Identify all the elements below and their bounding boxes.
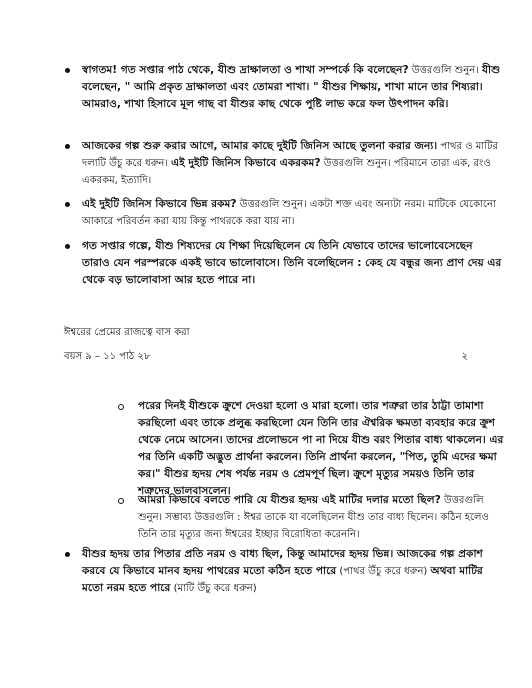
- subbullet-clay-heart: আমরা কিভাবে বলতে পারি যে যীশুর হৃদয় এই মাটির দলার মতো ছিল? উত্তরগুলি শুনুন। সম্ভাব্য উত্তরগুলি : ঈশ্বর তাকে যা বলেছিলেন যীশু তার বাধ্য ছিলেন। কঠিন হলেও তিনি তার মৃত্যুর জন্য ঈশ্বরের ইচ্ছার বিরোধিতা করেননি।: [138, 492, 508, 543]
- bullet-different: এই দুইটি জিনিস কিভাবে ভিন্ন রকম? উত্তরগুলি শুনুন। একটা শক্ত এবং অন্যটা নরম। মাটিকে যেকোনো আকারে পরিবর্তন করা যায় কিন্তু পাথরকে করা যায় না।: [82, 196, 502, 230]
- bullet-dot: [65, 202, 70, 207]
- bullet-dot: [65, 244, 70, 249]
- subbullet-ring: [118, 498, 124, 504]
- page-number: ২: [461, 351, 468, 362]
- subbullet-crucifixion: পরের দিনই যীশুকে ক্রুশে দেওয়া হলো ও মারা হলো। তার শত্রুরা তার ঠাট্টা তামাশা করছিলো এবং তাকে প্রলুব্ধ করছিলো যেন তিনি তার ঐশ্বরিক ক্ষমতা ব্যবহার করে ক্রুশ থেকে নেমে আসেন। তাদের প্রলোভনে পা না দিয়ে যীশু বরং পিতার বাধ্য থাকলেন। এর পর তিনি একটি অদ্ভুত প্রার্থনা করলেন। তিনি প্রার্থনা করলেন, "পিত, তুমি এদের ক্ষমা কর।" যীশুর হৃদয় শেষ পর্যন্ত নরম ও প্রেমপূর্ণ ছিল। ক্রুশে মৃত্যুর সময়ও তিনি তার শত্রুদের ভালবাসলেন।: [138, 398, 508, 500]
- bullet-dot: [65, 144, 70, 149]
- bullet-dot: [65, 68, 70, 73]
- bullet-dot: [65, 552, 70, 557]
- bullet-last-week: গত সপ্তার গল্পে, যীশু শিষ্যদের যে শিক্ষা দিয়েছিলেন যে তিনি যেভাবে তাদের ভালোবেসেছেন তারাও যেন পরস্পরকে একই ভাবে ভালোবাসে। তিনি বলেছিলেন : কেহ যে বন্ধুর জন্য প্রাণ দেয় এর থেকে বড় ভালোবাসা আর হতে পারে না।: [82, 238, 502, 289]
- running-header-title: ঈশ্বরের প্রেমের রাজত্বে বাস করা: [64, 327, 190, 338]
- running-header-meta: বয়স ৯ – ১১ পাঠ ২৮: [64, 351, 151, 362]
- bullet-compare: আজকের গল্প শুরু করার আগে, আমার কাছে দুইটি জিনিস আছে তুলনা করার জন্য। পাথর ও মাটির দলাটি উঁচু করে ধরুন। এই দুইটি জিনিস কিভাবে একরকম? উত্তরগুলি শুনুন। পরিমানে তারা এক, রংও একরকম, ইত্যাদি।: [82, 138, 502, 189]
- bullet-hearts: যীশুর হৃদয় তার পিতার প্রতি নরম ও বাধ্য ছিল, কিন্তু আমাদের হৃদয় ভিন্ন। আজকের গল্প প্রকাশ করবে যে কিভাবে মানব হৃদয় পাথরের মতো কঠিন হতে পারে (পাথর উঁচু করে ধরুন) অথবা মাটির মতো নরম হতে পারে (মাটি উঁচু করে ধরুন): [82, 546, 502, 597]
- subbullet-ring: [118, 404, 124, 410]
- bullet-welcome: স্বাগতম! গত সপ্তার পাঠ থেকে, যীশু দ্রাক্ষালতা ও শাখা সম্পর্কে কি বলেছেন? উত্তরগুলি শুনুন। যীশু বলেছেন, " আমি প্রকৃত দ্রাক্ষালতা এবং তোমরা শাখা। " যীশুর শিক্ষায়, শাখা মানে তার শিষ্যরা। আমরাও, শাখা হিসাবে মূল গাছ বা যীশুর কাছ থেকে পুষ্টি লাভ করে ফল উৎপাদন করি।: [82, 62, 502, 113]
